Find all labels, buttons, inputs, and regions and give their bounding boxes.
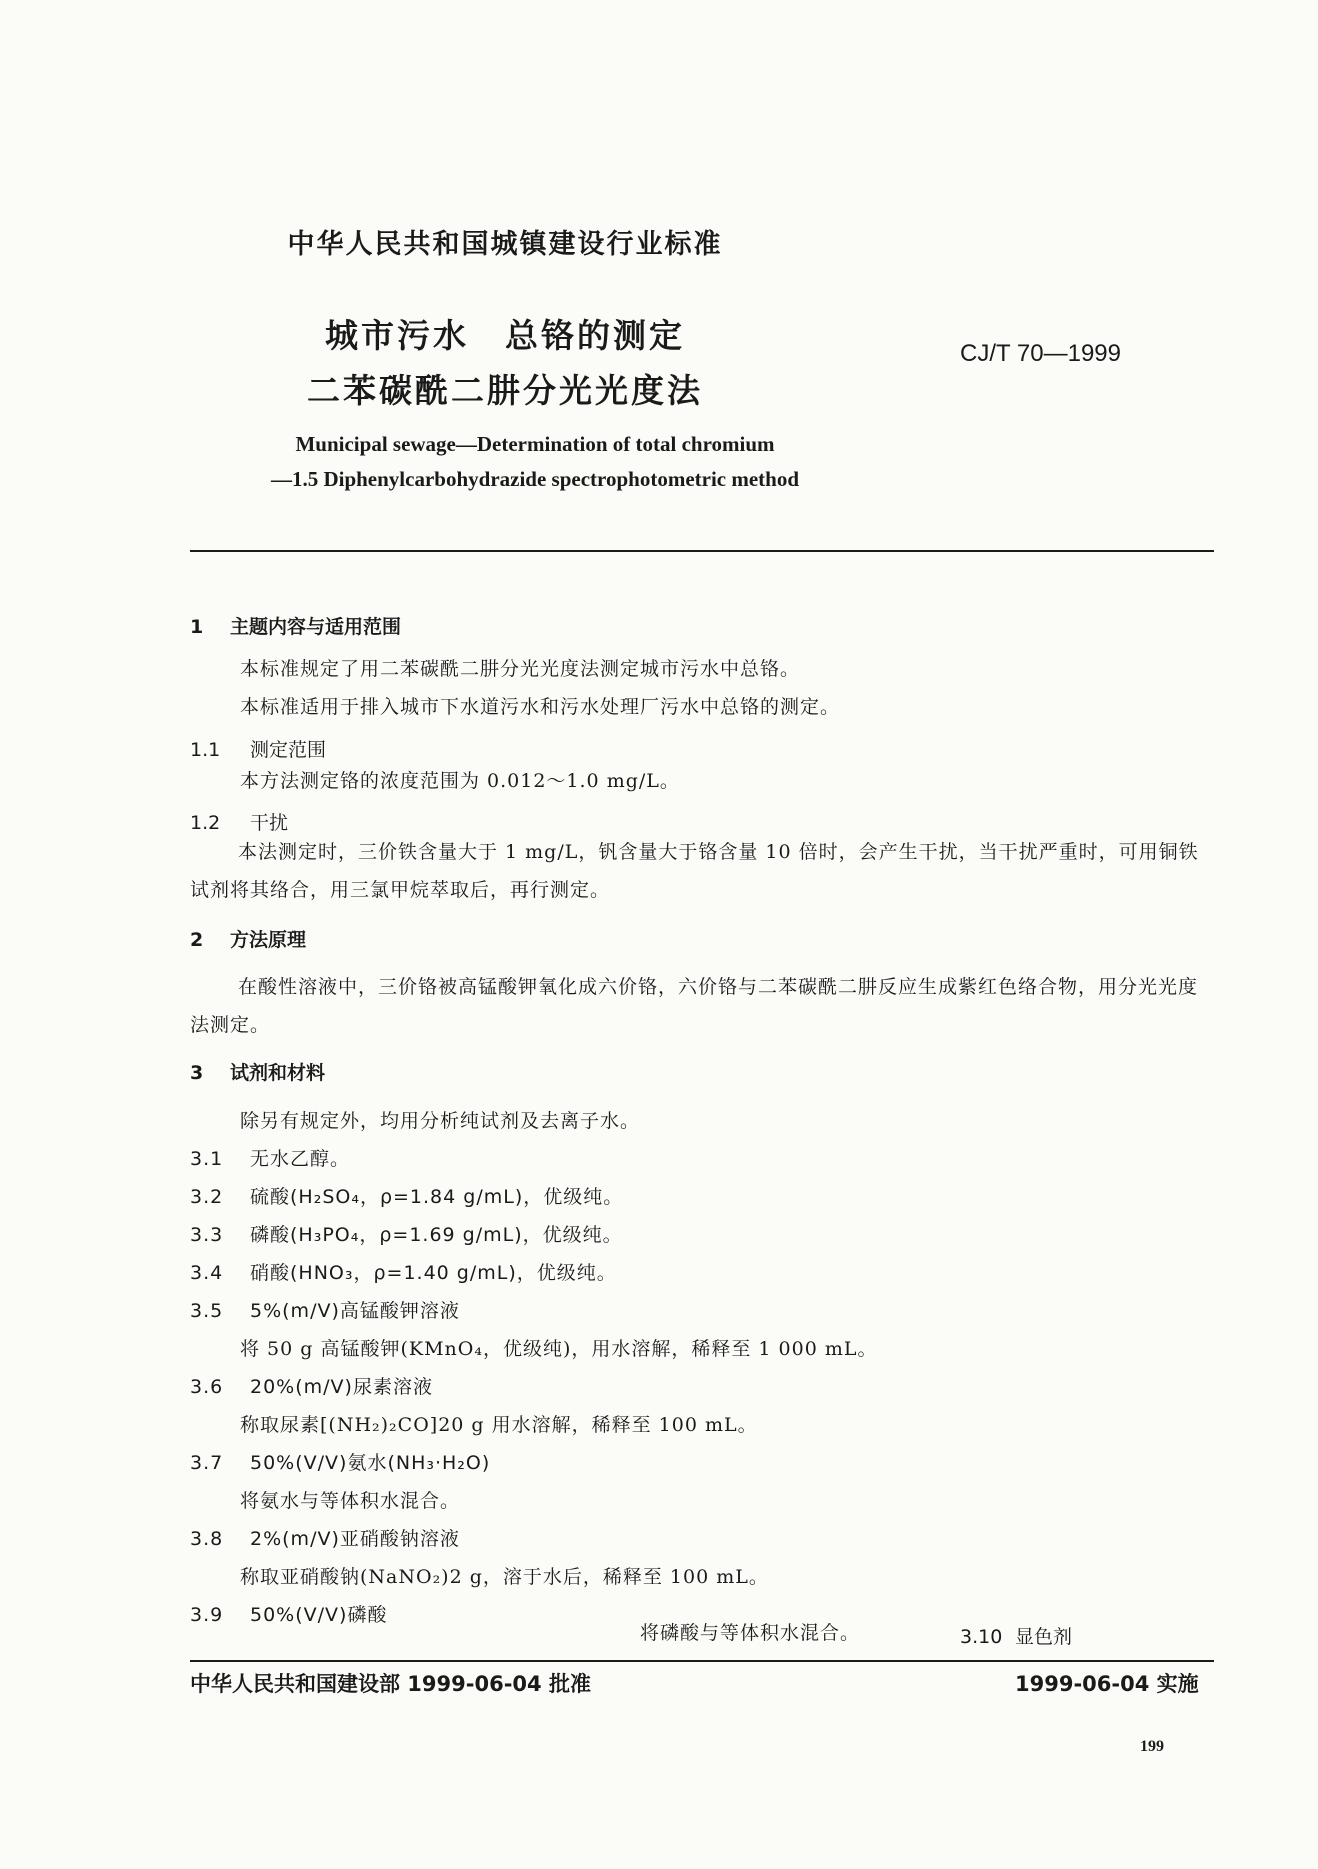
issuing-body-title: 中华人民共和国城镇建设行业标准 bbox=[287, 229, 723, 260]
item-3-5-heading: 3.5 5%(m/V)高锰酸钾溶液 bbox=[190, 1300, 460, 1322]
section-2-heading: 2 方法原理 bbox=[190, 929, 307, 951]
item-3-6-para: 称取尿素[(NH₂)₂CO]20 g 用水溶解，稀释至 100 mL。 bbox=[240, 1414, 758, 1436]
section-1-para-1: 本标准规定了用二苯碳酰二肼分光光度法测定城市污水中总铬。 bbox=[240, 658, 801, 680]
section-1-2-heading: 1.2 干扰 bbox=[190, 812, 289, 834]
page-number: 199 bbox=[1140, 1738, 1164, 1755]
title-cn-line1: 城市污水 总铬的测定 bbox=[325, 316, 685, 355]
section-1-1-para: 本方法测定铬的浓度范围为 0.012～1.0 mg/L。 bbox=[240, 770, 680, 792]
header-divider bbox=[190, 550, 1214, 552]
section-1-1-heading: 1.1 测定范围 bbox=[190, 739, 327, 761]
title-en-line2: —1.5 Diphenylcarbohydrazide spectrophotometric method bbox=[270, 467, 800, 491]
title-en-line1: Municipal sewage—Determination of total chromium bbox=[295, 432, 775, 456]
footer-divider bbox=[190, 1660, 1214, 1662]
section-1-2-para: 本法测定时，三价铁含量大于 1 mg/L，钒含量大于铬含量 10 倍时，会产生干扰，当干扰严重时，可用铜铁试剂将其络合，用三氯甲烷萃取后，再行测定。 bbox=[190, 841, 1199, 901]
approval-line: 中华人民共和国建设部 1999-06-04 批准 bbox=[190, 1672, 591, 1696]
item-3-2: 3.2 硫酸(H₂SO₄，ρ=1.84 g/mL)，优级纯。 bbox=[190, 1186, 624, 1208]
item-3-3: 3.3 磷酸(H₃PO₄，ρ=1.69 g/mL)，优级纯。 bbox=[190, 1224, 623, 1246]
item-3-7-heading: 3.7 50%(V/V)氨水(NH₃·H₂O) bbox=[190, 1452, 491, 1474]
item-3-1: 3.1 无水乙醇。 bbox=[190, 1148, 351, 1170]
effective-date: 1999-06-04 实施 bbox=[1015, 1672, 1199, 1696]
item-3-9-heading: 3.9 50%(V/V)磷酸 bbox=[190, 1604, 388, 1626]
section-3-para: 除另有规定外，均用分析纯试剂及去离子水。 bbox=[240, 1110, 641, 1132]
section-1-para-2: 本标准适用于排入城市下水道污水和污水处理厂污水中总铬的测定。 bbox=[240, 696, 841, 718]
item-3-6-heading: 3.6 20%(m/V)尿素溶液 bbox=[190, 1376, 433, 1398]
section-3-heading: 3 试剂和材料 bbox=[190, 1062, 326, 1084]
item-3-5-para: 将 50 g 高锰酸钾(KMnO₄，优级纯)，用水溶解，稀释至 1 000 mL。 bbox=[240, 1338, 878, 1360]
item-3-8-para: 称取亚硝酸钠(NaNO₂)2 g，溶于水后，稀释至 100 mL。 bbox=[240, 1566, 769, 1588]
item-3-10-heading: 3.10 显色剂 bbox=[960, 1626, 1073, 1648]
section-2-para: 在酸性溶液中，三价铬被高锰酸钾氧化成六价铬，六价铬与二苯碳酰二肼反应生成紫红色络合物，用分光光度法测定。 bbox=[190, 976, 1199, 1036]
section-1-heading: 1 主题内容与适用范围 bbox=[190, 616, 402, 638]
standard-code: CJ/T 70—1999 bbox=[960, 340, 1121, 367]
title-cn-line2: 二苯碳酰二肼分光光度法 bbox=[307, 371, 703, 410]
item-3-4: 3.4 硝酸(HNO₃，ρ=1.40 g/mL)，优级纯。 bbox=[190, 1262, 617, 1284]
item-3-8-heading: 3.8 2%(m/V)亚硝酸钠溶液 bbox=[190, 1528, 460, 1550]
item-3-9-para: 将磷酸与等体积水混合。 bbox=[640, 1622, 861, 1644]
item-3-7-para: 将氨水与等体积水混合。 bbox=[240, 1490, 461, 1512]
